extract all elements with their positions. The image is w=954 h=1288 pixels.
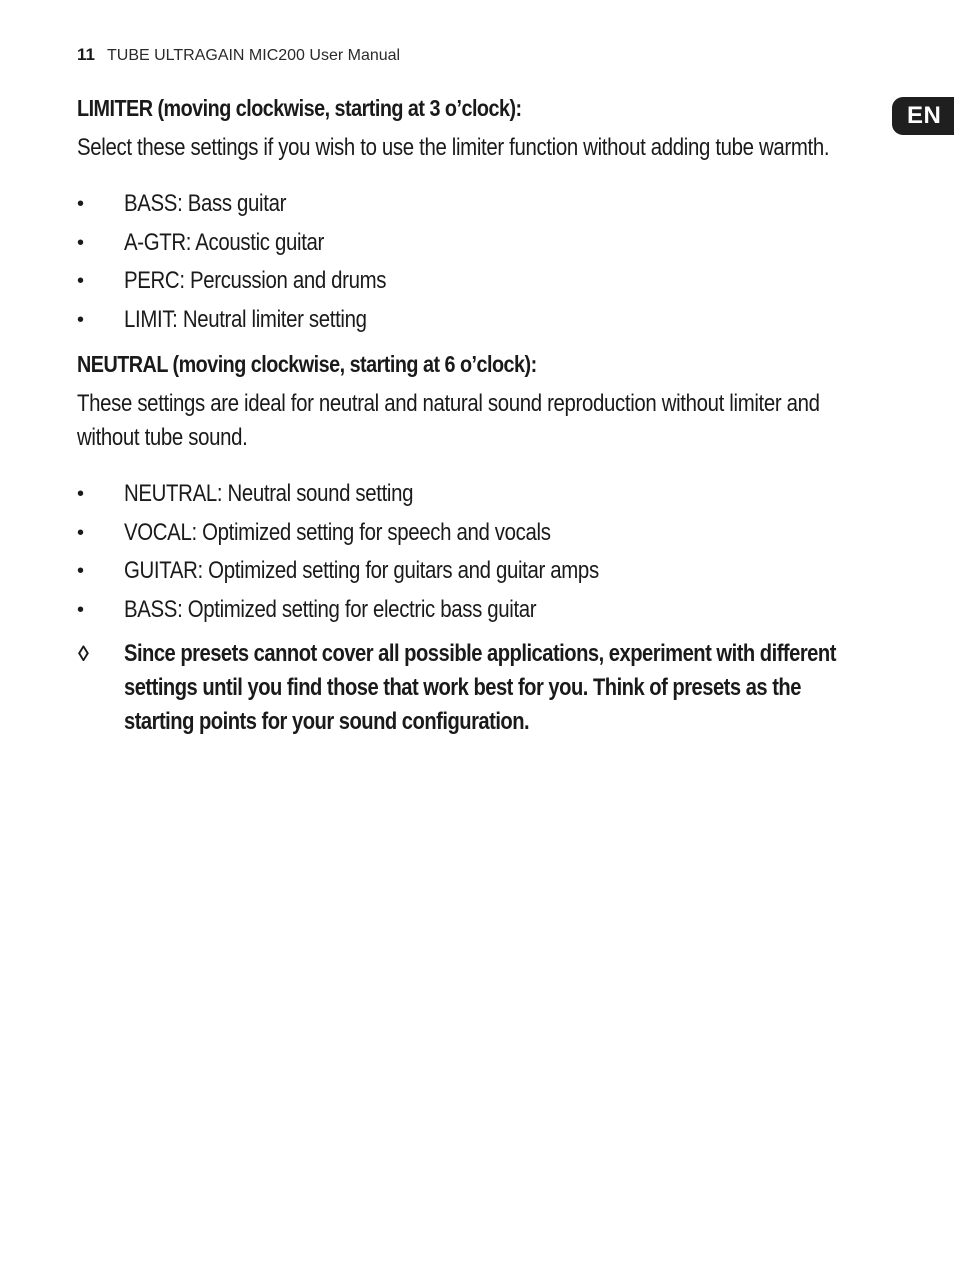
list-item: [77, 185, 867, 224]
diamond-icon: ◊: [78, 641, 89, 666]
page-content: [77, 91, 867, 739]
section-heading: LIMITER (moving clockwise, starting at 3 o’clock):: [77, 95, 522, 121]
language-tab: EN: [892, 97, 954, 135]
note-text: Since presets cannot cover all possible applications, experiment with different settings until you find those that work best for you. Think of presets as the starting points for your sound configuration.: [124, 640, 836, 735]
list-item: [77, 552, 867, 591]
bullet-list: [77, 185, 867, 339]
list-item-text: PERC: Percussion and drums: [124, 267, 387, 294]
neutral-section: [77, 347, 867, 629]
bullet-icon: •: [77, 308, 85, 331]
list-item: [77, 591, 867, 630]
note-callout: [77, 637, 867, 739]
list-item-text: NEUTRAL: Neutral sound setting: [124, 480, 414, 507]
bullet-icon: •: [77, 560, 85, 582]
limiter-section: [77, 91, 867, 339]
section-heading: NEUTRAL (moving clockwise, starting at 6 o’clock):: [77, 351, 537, 377]
list-item-text: BASS: Bass guitar: [124, 190, 287, 217]
list-item-text: BASS: Optimized setting for electric bass guitar: [124, 595, 537, 623]
bullet-icon: •: [77, 231, 85, 254]
document-title: TUBE ULTRAGAIN MIC200 User Manual: [106, 47, 401, 64]
list-item-text: A-GTR: Acoustic guitar: [124, 228, 324, 256]
bullet-icon: •: [77, 193, 85, 215]
list-item: [77, 301, 867, 340]
list-item-text: LIMIT: Neutral limiter setting: [124, 305, 367, 333]
list-item-text: GUITAR: Optimized setting for guitars and guitar amps: [124, 557, 599, 584]
section-body: These settings are ideal for neutral and natural sound reproduction without limiter and without tube sound.: [77, 390, 820, 451]
bullet-icon: •: [77, 483, 85, 505]
list-item: [77, 224, 867, 263]
bullet-icon: •: [77, 270, 85, 292]
bullet-icon: •: [77, 598, 85, 621]
page-number: 11: [77, 45, 95, 64]
section-body: Select these settings if you wish to use the limiter function without adding tube warmth.: [77, 134, 830, 161]
list-item: [77, 514, 867, 553]
bullet-icon: •: [77, 521, 85, 544]
list-item: [77, 262, 867, 301]
page-header: [77, 45, 400, 65]
bullet-list: [77, 475, 867, 629]
list-item: [77, 475, 867, 514]
list-item-text: VOCAL: Optimized setting for speech and vocals: [124, 518, 551, 546]
